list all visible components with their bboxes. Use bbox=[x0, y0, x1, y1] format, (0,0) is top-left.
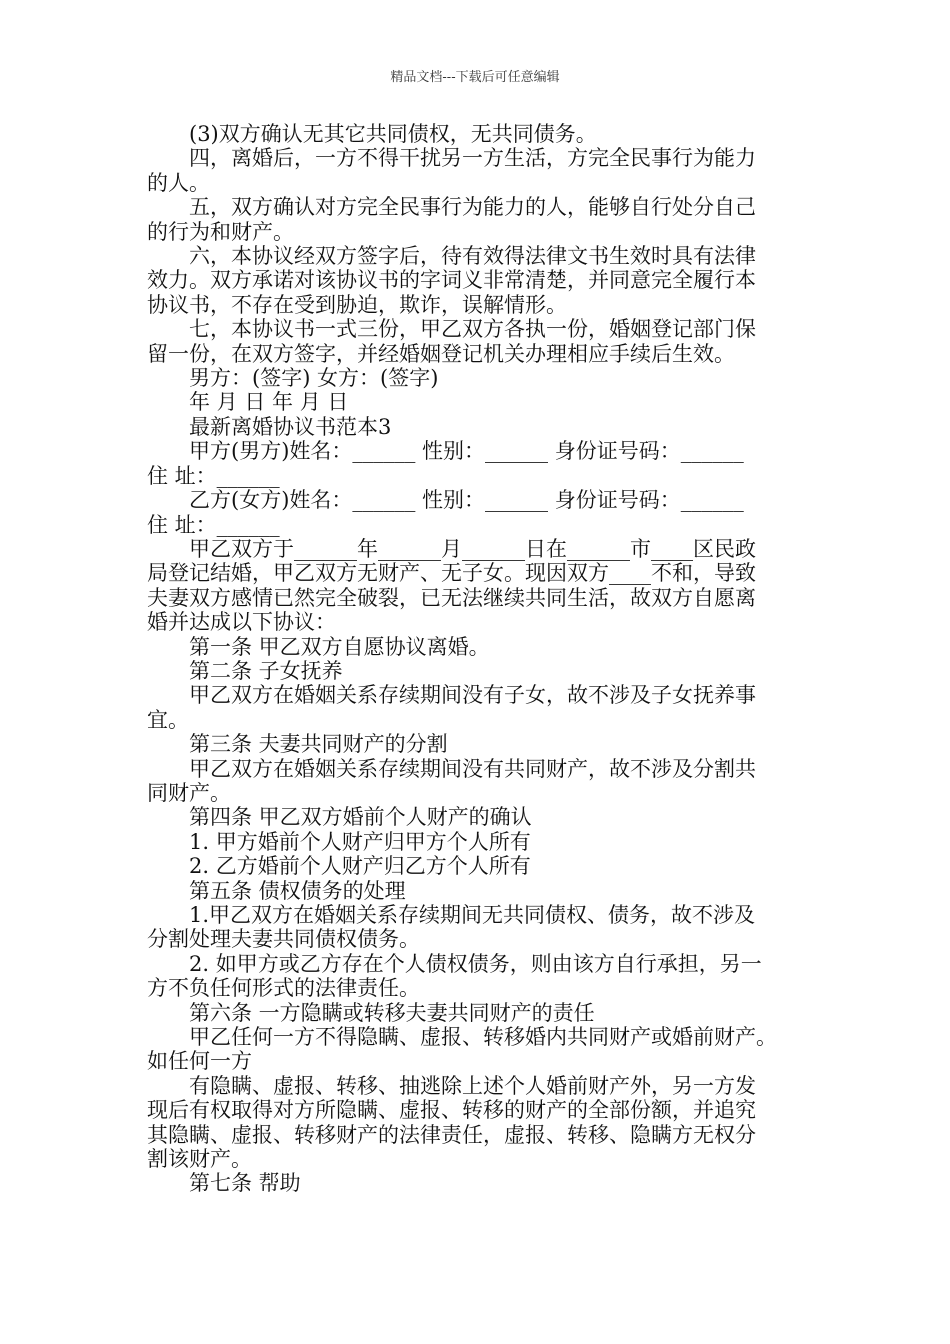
document-body bbox=[147, 122, 812, 1196]
text-line: 夫妻双方感情已然完全破裂，已无法继续共同生活，故双方自愿离 bbox=[147, 585, 756, 610]
text-line: 六，本协议经双方签字后，待有效得法律文书生效时具有法律 bbox=[189, 244, 756, 269]
text-line: 五，双方确认对方完全民事行为能力的人，能够自行处分自己 bbox=[189, 195, 756, 220]
text-line: 甲乙双方在婚姻关系存续期间没有子女，故不涉及子女抚养事 bbox=[189, 683, 756, 708]
text-line: 2. 乙方婚前个人财产归乙方个人所有 bbox=[189, 854, 531, 879]
text-line: 有隐瞒、虚报、转移、抽逃除上述个人婚前财产外，另一方发 bbox=[189, 1073, 756, 1098]
text-line: 割该财产。 bbox=[147, 1147, 252, 1172]
text-line: 乙方(女方)姓名：______ 性别：______ 身份证号码：______ bbox=[189, 488, 744, 513]
text-line: 第三条 夫妻共同财产的分割 bbox=[189, 732, 448, 757]
text-line: 的人。 bbox=[147, 170, 210, 195]
text-line: 现后有权取得对方所隐瞒、虚报、转移的财产的全部份额，并追究 bbox=[147, 1098, 756, 1123]
text-line: 甲乙双方于______年______月______日在______市____区民政 bbox=[189, 536, 756, 561]
text-line: 甲乙双方在婚姻关系存续期间没有共同财产，故不涉及分割共 bbox=[189, 756, 756, 781]
text-line: 第七条 帮助 bbox=[189, 1171, 301, 1196]
text-line: 四，离婚后，一方不得干扰另一方生活，方完全民事行为能力 bbox=[189, 146, 756, 171]
text-line: 第六条 一方隐瞒或转移夫妻共同财产的责任 bbox=[189, 1000, 595, 1025]
text-line: 局登记结婚，甲乙双方无财产、无子女。现因双方____不和，导致 bbox=[147, 561, 756, 586]
text-line: 第一条 甲乙双方自愿协议离婚。 bbox=[189, 634, 490, 659]
text-line: 甲乙任何一方不得隐瞒、虚报、转移婚内共同财产或婚前财产。 bbox=[189, 1025, 777, 1050]
text-line: 如任何一方 bbox=[147, 1049, 252, 1074]
text-line: 住 址：______ bbox=[147, 512, 280, 537]
text-line: 最新离婚协议书范本3 bbox=[189, 414, 392, 439]
text-line: 的行为和财产。 bbox=[147, 219, 294, 244]
text-line: 方不负任何形式的法律责任。 bbox=[147, 976, 420, 1001]
page-header: 精品文档---下载后可任意编辑 bbox=[390, 70, 560, 85]
text-line: 第二条 子女抚养 bbox=[189, 658, 343, 683]
text-line: 宜。 bbox=[147, 707, 189, 732]
text-line: 留一份，在双方签字，并经婚姻登记机关办理相应手续后生效。 bbox=[147, 341, 735, 366]
text-line: (3)双方确认无其它共同债权，无共同债务。 bbox=[189, 122, 597, 146]
text-line: 第四条 甲乙双方婚前个人财产的确认 bbox=[189, 805, 532, 830]
text-line: 2. 如甲方或乙方存在个人债权债务，则由该方自行承担，另一 bbox=[189, 951, 762, 976]
text-line: 住 址：______ bbox=[147, 463, 280, 488]
text-line: 男方：(签字) 女方：(签字) bbox=[189, 366, 439, 391]
text-line: 同财产。 bbox=[147, 780, 231, 805]
text-line: 其隐瞒、虚报、转移财产的法律责任，虚报、转移、隐瞒方无权分 bbox=[147, 1122, 756, 1147]
text-line: 1.甲乙双方在婚姻关系存续期间无共同债权、债务，故不涉及 bbox=[189, 903, 756, 927]
text-line: 甲方(男方)姓名：______ 性别：______ 身份证号码：______ bbox=[189, 439, 744, 464]
text-line: 协议书，不存在受到胁迫，欺诈，误解情形。 bbox=[147, 292, 567, 317]
text-line: 效力。双方承诺对该协议书的字词义非常清楚，并同意完全履行本 bbox=[147, 268, 756, 293]
text-line: 年 月 日 年 月 日 bbox=[189, 390, 349, 415]
text-line: 七，本协议书一式三份，甲乙双方各执一份，婚姻登记部门保 bbox=[189, 317, 756, 342]
text-line: 第五条 债权债务的处理 bbox=[189, 878, 406, 903]
text-line: 1. 甲方婚前个人财产归甲方个人所有 bbox=[189, 829, 531, 854]
text-line: 分割处理夫妻共同债权债务。 bbox=[147, 927, 420, 952]
text-line: 婚并达成以下协议： bbox=[147, 610, 336, 635]
